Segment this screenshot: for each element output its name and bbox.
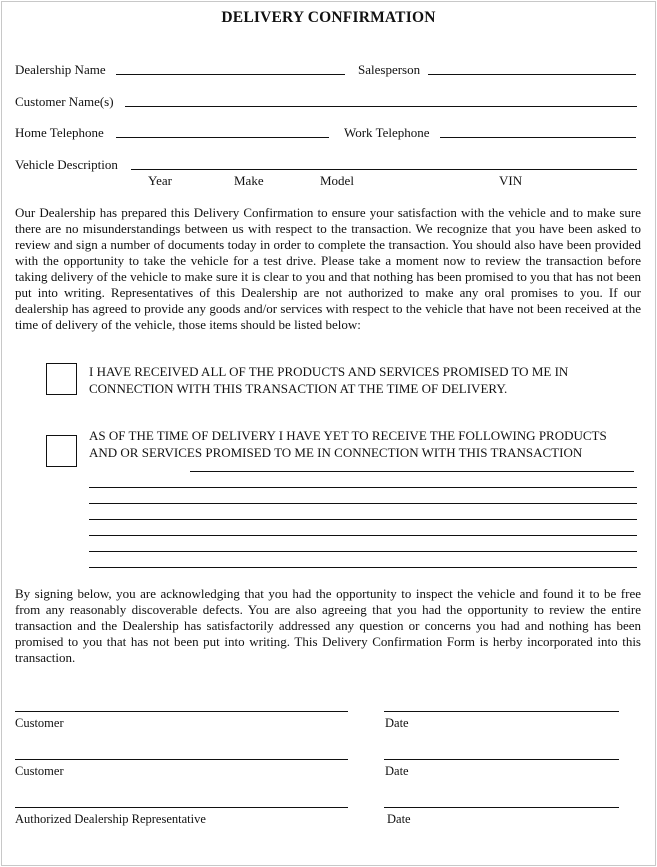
received-all-checkbox[interactable] — [46, 363, 77, 395]
vehicle-description-field[interactable] — [131, 169, 637, 170]
yet-to-receive-text: AS OF THE TIME OF DELIVERY I HAVE YET TO RECEIVE THE FOLLOWING PRODUCTS AND OR SERVICES PROMISED TO ME IN CONNECTION WITH THIS TRANSACTION — [89, 428, 607, 460]
pending-items-line[interactable] — [89, 567, 637, 568]
customer-signature-line[interactable] — [15, 711, 348, 712]
dealership-name-field[interactable] — [116, 74, 345, 75]
page-title: DELIVERY CONFIRMATION — [221, 9, 436, 26]
customer-date-line-2[interactable] — [384, 759, 619, 760]
pending-items-line[interactable] — [89, 487, 637, 488]
pending-items-line[interactable] — [190, 471, 634, 472]
year-label: Year — [148, 173, 172, 188]
pending-items-line[interactable] — [89, 535, 637, 536]
date-label: Date — [387, 812, 411, 826]
date-label: Date — [385, 764, 409, 778]
home-telephone-field[interactable] — [116, 137, 329, 138]
vehicle-description-label: Vehicle Description — [15, 157, 118, 172]
dealership-name-label: Dealership Name — [15, 62, 106, 77]
customer-date-line[interactable] — [384, 711, 619, 712]
representative-label: Authorized Dealership Representative — [15, 812, 206, 826]
yet-to-receive-checkbox[interactable] — [46, 435, 77, 467]
representative-signature-line[interactable] — [15, 807, 348, 808]
salesperson-label: Salesperson — [358, 62, 421, 77]
customer-names-label: Customer Name(s) — [15, 94, 114, 109]
date-label: Date — [385, 716, 409, 730]
home-telephone-label: Home Telephone — [15, 125, 104, 140]
customer-names-field[interactable] — [125, 106, 637, 107]
representative-date-line[interactable] — [384, 807, 619, 808]
received-all-text: I HAVE RECEIVED ALL OF THE PRODUCTS AND SERVICES PROMISED TO ME IN CONNECTION WITH THIS TRANSACTION AT THE TIME OF DELIVERY. — [89, 364, 569, 396]
work-telephone-label: Work Telephone — [344, 125, 430, 140]
pending-items-line[interactable] — [89, 503, 637, 504]
model-label: Model — [320, 173, 354, 188]
make-label: Make — [234, 173, 264, 188]
pending-items-line[interactable] — [89, 519, 637, 520]
work-telephone-field[interactable] — [440, 137, 636, 138]
customer-label-2: Customer — [15, 764, 64, 778]
pending-items-line[interactable] — [89, 551, 637, 552]
intro-paragraph: Our Dealership has prepared this Delivery Confirmation to ensure your satisfaction with the vehicle and to make sure there are no misunderstandings between us with respect to the transaction. We recognize that you have been asked to review and sign a number of documents today in order to complete the transaction. You should also have been provided with the opportunity to take the vehicle for a test drive. Please take a moment now to review the transaction before taking delivery of the vehicle to make sure it is clear to you and that nothing has been promised to you that has not been put into writing. Representatives of this Dealership are not authorized to make any oral promises to you. If our dealership has agreed to provide any goods and/or services with respect to the vehicle that have not been received at the time of delivery of the vehicle, those items should be listed below: — [15, 205, 641, 332]
vin-label: VIN — [499, 173, 523, 188]
closing-paragraph: By signing below, you are acknowledging that you had the opportunity to inspect the vehicle and found it to be free from any reasonably discoverable defects. You are also agreeing that you had the opportunity to review the entire transaction and the Dealership has satisfactorily addressed any question or concerns you had and nothing has been promised to you that has not been put into writing. This Delivery Confirmation Form is herby incorporated into this transaction. — [15, 586, 641, 665]
salesperson-field[interactable] — [428, 74, 636, 75]
customer-signature-line-2[interactable] — [15, 759, 348, 760]
customer-label: Customer — [15, 716, 64, 730]
